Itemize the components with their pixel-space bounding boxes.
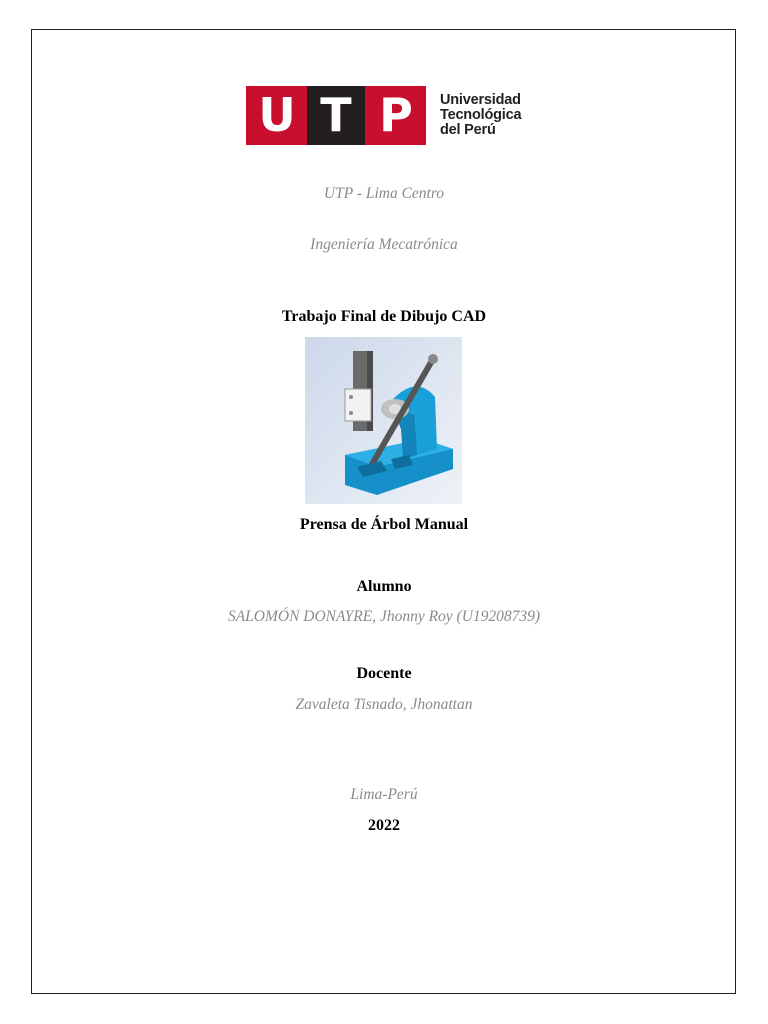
student-name: SALOMÓN DONAYRE, Jhonny Roy (U19208739)	[227, 608, 541, 625]
campus-line: UTP - Lima Centro	[323, 185, 445, 202]
university-name-line-3: del Perú	[440, 122, 496, 138]
teacher-heading: Docente	[356, 665, 412, 682]
press-cad-image	[305, 337, 462, 504]
utp-logo	[246, 86, 521, 145]
logo-letter-t: T	[320, 88, 352, 142]
career-line: Ingeniería Mecatrónica	[310, 236, 458, 253]
year-line: 2022	[368, 817, 400, 834]
figure-caption: Prensa de Árbol Manual	[299, 516, 469, 533]
logo-letter-u: U	[258, 88, 296, 142]
teacher-name: Zavaleta Tisnado, Jhonattan	[295, 696, 473, 713]
document-title: Trabajo Final de Dibujo CAD	[281, 308, 487, 325]
student-heading: Alumno	[356, 578, 412, 595]
utp-logo-mark	[246, 86, 426, 145]
place-line: Lima-Perú	[350, 786, 418, 803]
university-name	[440, 93, 521, 138]
university-name-line-1: Universidad	[440, 92, 521, 108]
logo-letter-p: P	[379, 88, 413, 142]
page-border	[31, 29, 736, 994]
university-name-line-2: Tecnológica	[440, 107, 522, 123]
